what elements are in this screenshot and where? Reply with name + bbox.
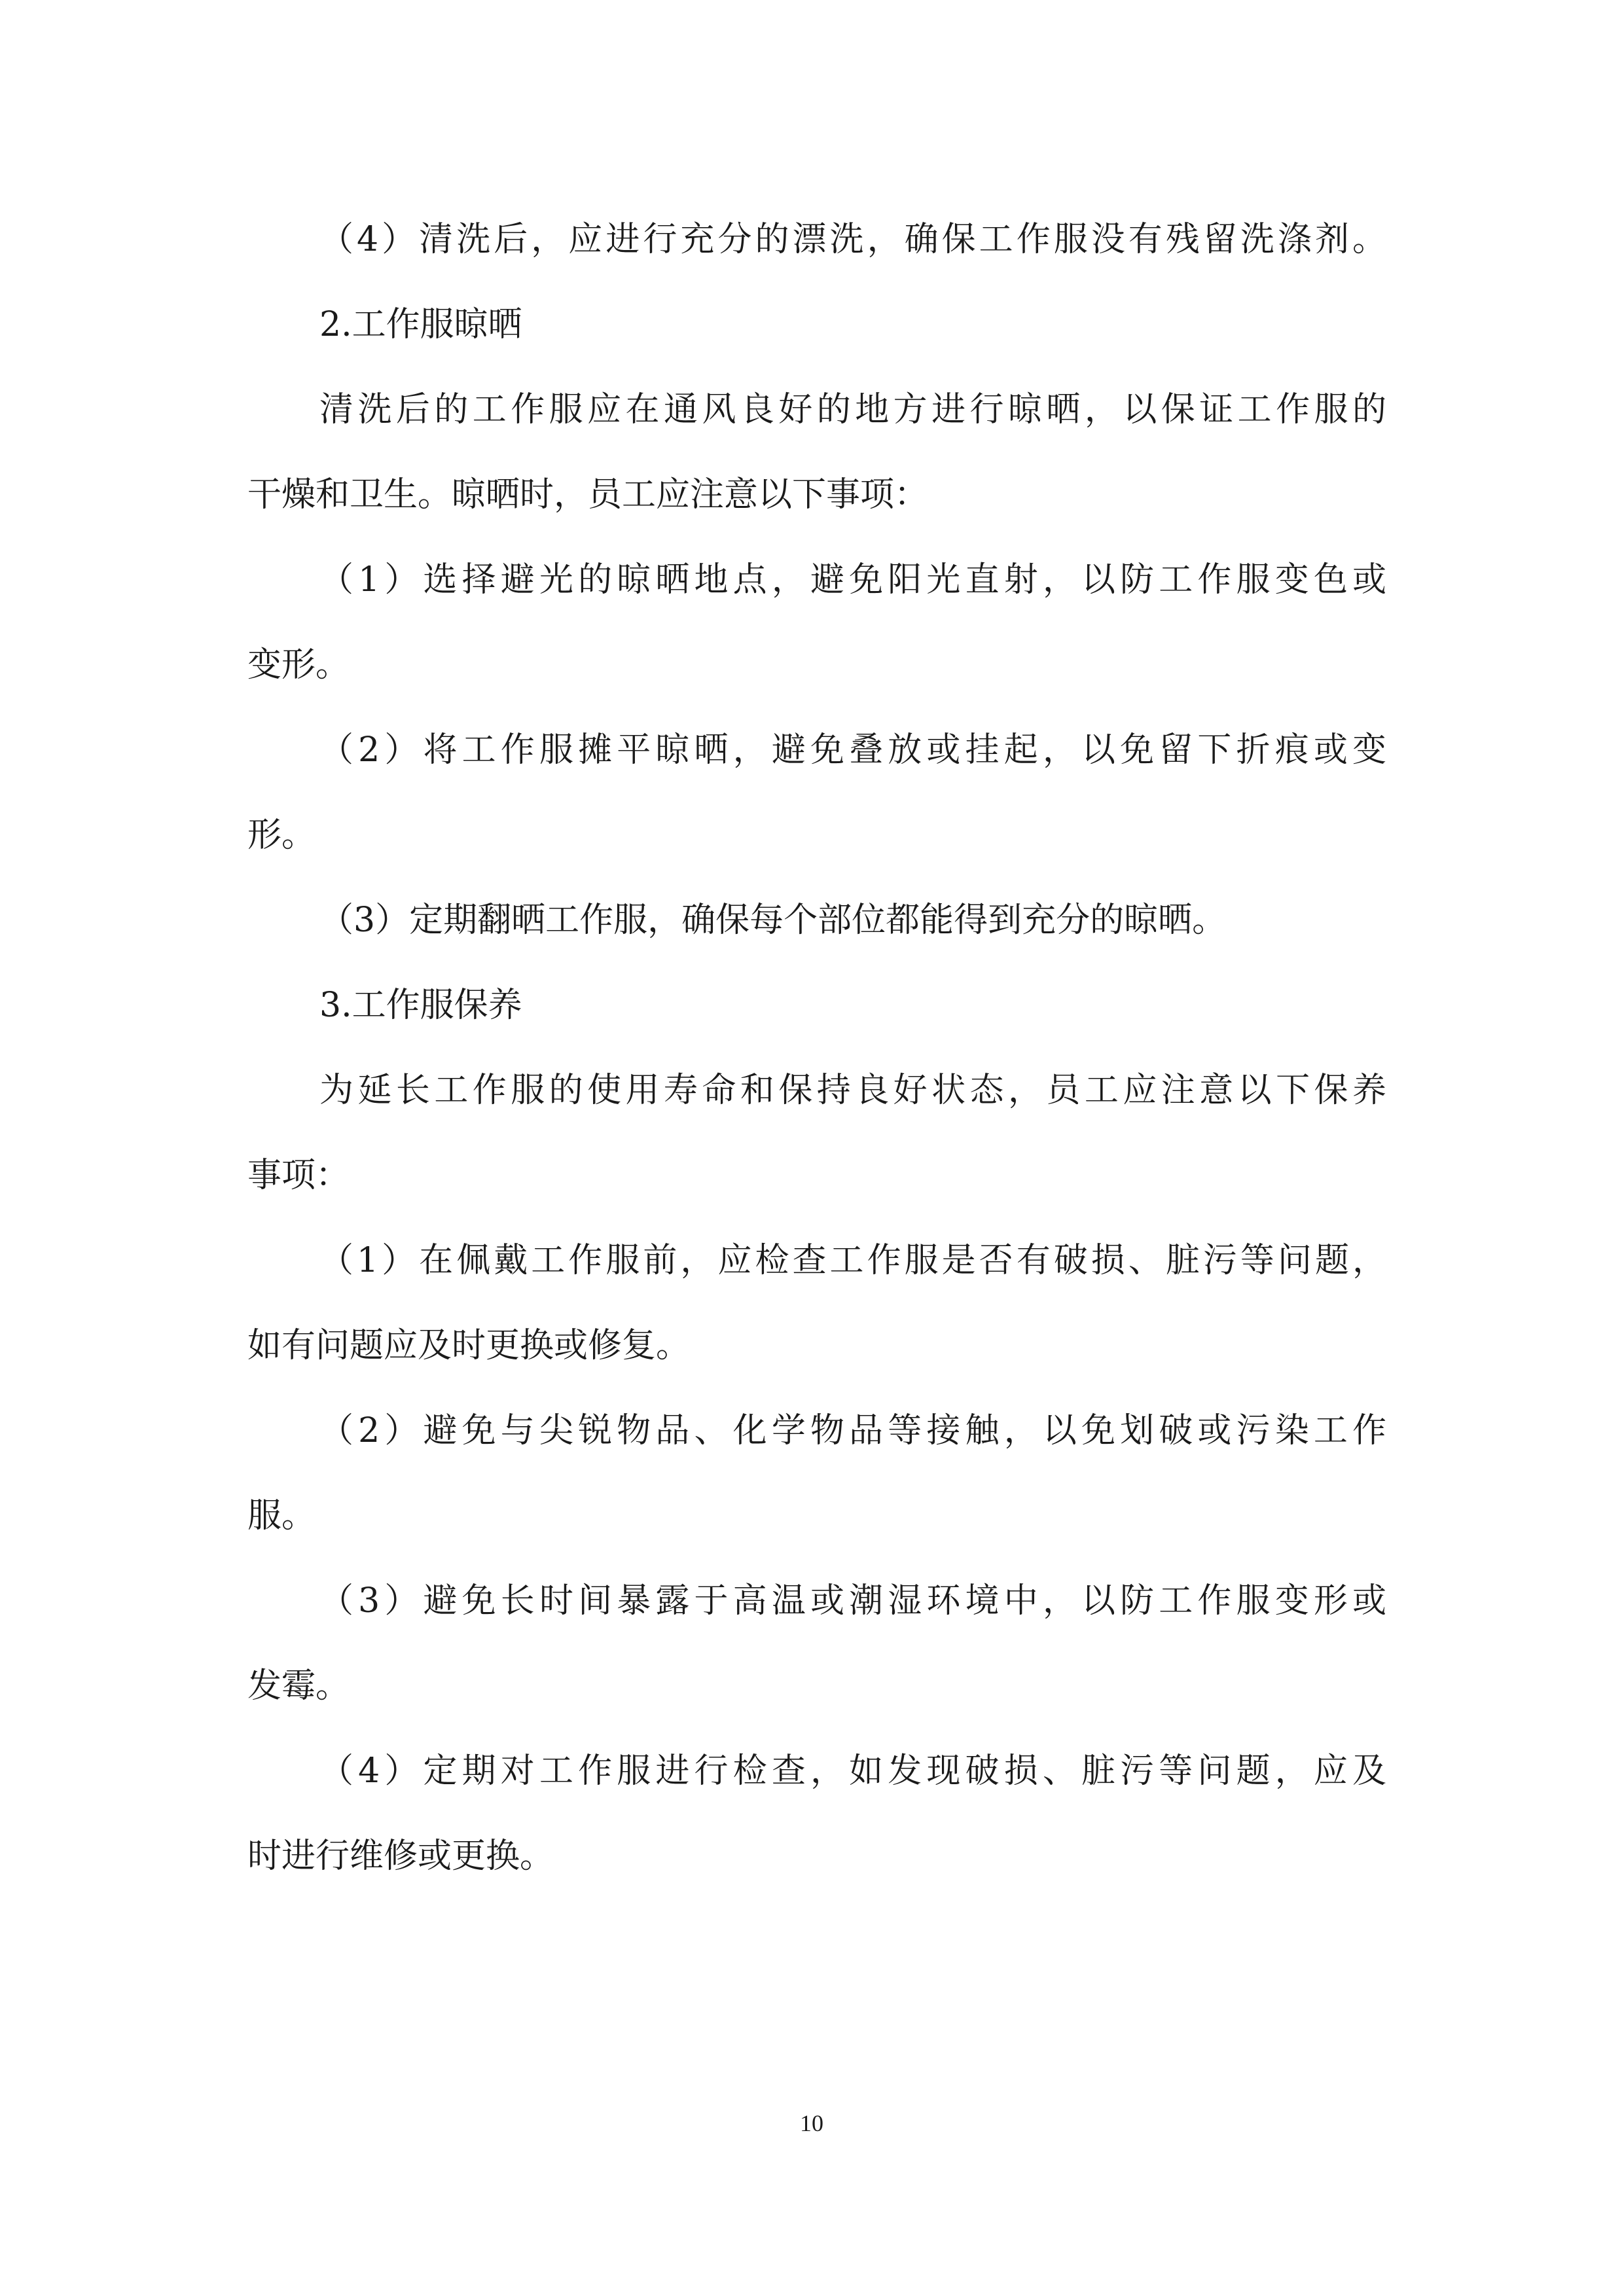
paragraph-line: 干燥和卫生。晾晒时，员工应注意以下事项： [247,475,929,514]
paragraph-line: 变形。 [247,645,350,685]
page-number: 10 [800,2110,823,2136]
paragraph-line: （3）定期翻晒工作服，确保每个部位都能得到充分的晾晒。 [319,901,1227,940]
paragraph-line: （2）避免与尖锐物品、化学物品等接触，以免划破或污染工作 [319,1411,1386,1450]
paragraph-line: （1）在佩戴工作服前，应检查工作服是否有破损、脏污等问题， [319,1241,1386,1280]
paragraph-line: 为延长工作服的使用寿命和保持良好状态，员工应注意以下保养 [319,1071,1386,1110]
paragraph-line: 如有问题应及时更换或修复。 [247,1326,691,1365]
section-heading: 3.工作服保养 [319,986,522,1025]
paragraph-line: 清洗后的工作服应在通风良好的地方进行晾晒，以保证工作服的 [319,390,1386,429]
paragraph-line: 时进行维修或更换。 [247,1837,554,1876]
section-heading: 2.工作服晾晒 [319,305,522,344]
paragraph-line: 发霉。 [247,1666,350,1706]
paragraph-line: （3）避免长时间暴露于高温或潮湿环境中，以防工作服变形或 [319,1581,1386,1621]
paragraph-line: 事项： [247,1156,350,1195]
paragraph-line: （2）将工作服摊平晾晒，避免叠放或挂起，以免留下折痕或变 [319,730,1386,770]
paragraph-line: （4）定期对工作服进行检查，如发现破损、脏污等问题，应及 [319,1751,1386,1791]
paragraph-line: 服。 [247,1496,316,1535]
paragraph-line: 形。 [247,816,316,855]
paragraph-line: （4）清洗后，应进行充分的漂洗，确保工作服没有残留洗涤剂。 [319,220,1386,259]
paragraph-line: （1）选择避光的晾晒地点，避免阳光直射，以防工作服变色或 [319,560,1386,600]
